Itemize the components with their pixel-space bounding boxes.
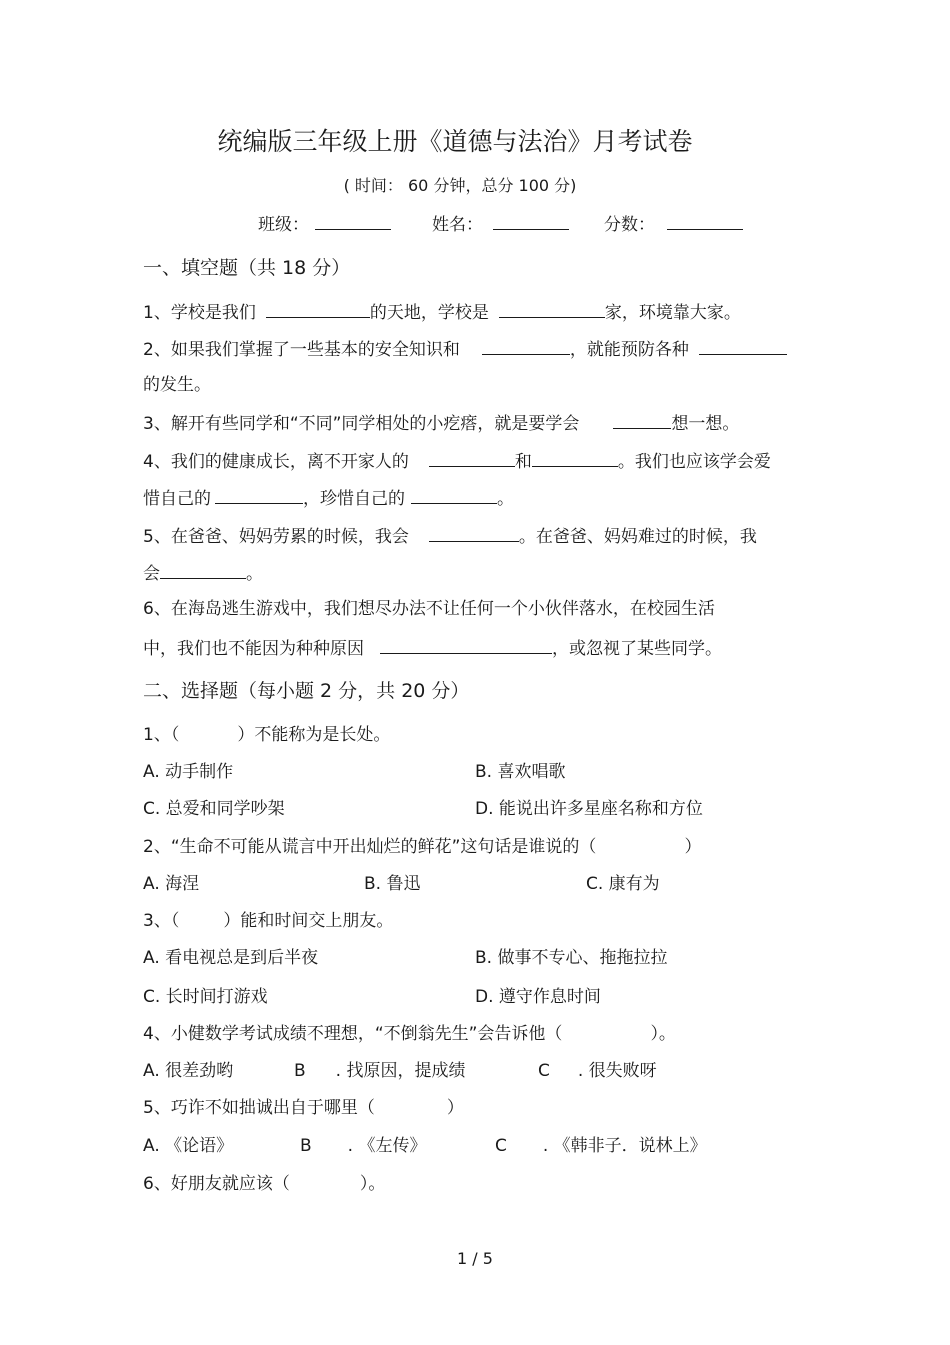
s2-q4-option-b-text: . 找原因，提成绩: [335, 1061, 466, 1081]
s1-q1-text: 1、学校是我们: [143, 303, 256, 323]
s2-q5-option-a[interactable]: A. 《论语》: [143, 1136, 234, 1156]
s2-q2-stem: [143, 836, 701, 858]
s1-q3: [143, 411, 739, 435]
page-number: 1 / 5: [457, 1249, 493, 1268]
s2-q5-option-b-letter: B: [300, 1136, 312, 1156]
s2-q1-option-a[interactable]: A. 动手制作: [143, 762, 234, 782]
s1-q6-text2: ，或忽视了某些同学。: [552, 639, 722, 659]
s2-q3-stem: [143, 910, 393, 932]
s2-q4-stem: [143, 1023, 676, 1045]
s1-q6-line2: [143, 636, 722, 660]
s1-q1-blank2[interactable]: [499, 300, 605, 318]
s2-q5-option-c[interactable]: [495, 1135, 707, 1157]
class-blank[interactable]: [315, 212, 391, 230]
class-label: 班级：: [258, 215, 309, 235]
s1-q2-text: 2、如果我们掌握了一些基本的安全知识和: [143, 340, 460, 360]
s2-q5-option-b[interactable]: [300, 1135, 426, 1157]
s2-q2-option-b[interactable]: B. 鲁迅: [364, 874, 421, 894]
s1-q5-line2: [143, 561, 263, 585]
s2-q3-option-d[interactable]: D. 遵守作息时间: [475, 987, 601, 1007]
s2-q5-stem: [143, 1097, 464, 1119]
s2-q5-stem-a: 5、巧诈不如拙诚出自于哪里（: [143, 1098, 375, 1118]
class-field[interactable]: [258, 212, 391, 236]
s2-q2-stem-b: ）: [684, 837, 702, 857]
s2-q6-stem: [143, 1173, 385, 1195]
s1-q2-blank1[interactable]: [482, 337, 570, 355]
s2-q1-option-c[interactable]: C. 总爱和同学吵架: [143, 799, 285, 819]
s1-q4-text: 4、我们的健康成长，离不开家人的: [143, 452, 409, 472]
s1-q4-line1: [143, 449, 771, 473]
s1-q5-text2: 。在爸爸、妈妈难过的时候，我: [518, 527, 757, 547]
s1-q6-text: 中，我们也不能因为种种原因: [143, 639, 364, 659]
s1-q1-text2: 的天地，学校是: [369, 303, 489, 323]
s2-q5-option-b-text: . 《左传》: [347, 1136, 427, 1156]
name-blank[interactable]: [493, 212, 569, 230]
s1-q6-line1: 6、在海岛逃生游戏中，我们想尽办法不让任何一个小伙伴落水，在校园生活: [143, 599, 715, 619]
s2-q4-option-c[interactable]: [538, 1060, 657, 1082]
s2-q3-stem-a: 3、（: [143, 911, 180, 931]
s1-q5-text: 5、在爸爸、妈妈劳累的时候，我会: [143, 527, 409, 547]
s2-q4-option-a[interactable]: A. 很差劲哟: [143, 1061, 234, 1081]
s2-q2-option-a[interactable]: A. 海涅: [143, 874, 200, 894]
s2-q4-option-b-letter: B: [294, 1061, 306, 1081]
s1-q4-blank3[interactable]: [215, 486, 303, 504]
s1-q5-blank2[interactable]: [160, 561, 246, 579]
s2-q4-option-c-letter: C: [538, 1061, 550, 1081]
s1-q3-text2: 想一想。: [671, 414, 740, 434]
s1-q4-text6: 。: [497, 489, 514, 509]
score-blank[interactable]: [667, 212, 743, 230]
s2-q6-stem-a: 6、好朋友就应该（: [143, 1174, 290, 1194]
s1-q2-blank2[interactable]: [699, 337, 787, 355]
s1-q1-blank1[interactable]: [266, 300, 370, 318]
s1-q1-text3: 家，环境靠大家。: [604, 303, 741, 323]
s2-q4-option-c-text: . 很失败呀: [577, 1061, 657, 1081]
s2-q5-option-c-letter: C: [495, 1136, 507, 1156]
s2-q1-option-b[interactable]: B. 喜欢唱歌: [475, 762, 566, 782]
s2-q5-option-c-text: . 《韩非子．说林上》: [542, 1136, 707, 1156]
s2-q3-stem-b: ）能和时间交上朋友。: [223, 911, 394, 931]
s1-q1: [143, 300, 741, 324]
s2-q1-stem: [143, 724, 390, 746]
score-label: 分数：: [604, 215, 655, 235]
s1-q5-text3: 会: [143, 564, 160, 584]
s2-q3-option-a[interactable]: A. 看电视总是到后半夜: [143, 948, 319, 968]
exam-subtitle: ( 时间： 60 分钟，总分 100 分): [343, 176, 577, 195]
s2-q1-stem-a: 1、（: [143, 725, 180, 745]
s1-q3-blank1[interactable]: [613, 411, 671, 429]
s1-q4-blank1[interactable]: [429, 449, 515, 467]
section1-heading: 一、填空题（共 18 分）: [143, 257, 351, 279]
s1-q6-blank1[interactable]: [380, 636, 552, 654]
s2-q2-option-c[interactable]: C. 康有为: [586, 874, 660, 894]
section2-heading: 二、选择题（每小题 2 分，共 20 分）: [143, 680, 470, 702]
s1-q4-blank2[interactable]: [532, 449, 618, 467]
s2-q2-stem-a: 2、“生命不可能从谎言中开出灿烂的鲜花”这句话是谁说的（: [143, 837, 597, 857]
name-field[interactable]: [432, 212, 569, 236]
s2-q6-stem-b: ）。: [359, 1174, 386, 1194]
s1-q3-text: 3、解开有些同学和“不同”同学相处的小疙瘩，就是要学会: [143, 414, 580, 434]
s1-q4-text3: 。我们也应该学会爱: [617, 452, 771, 472]
s2-q3-option-b[interactable]: B. 做事不专心、拖拖拉拉: [475, 948, 668, 968]
s1-q5-text4: 。: [246, 564, 263, 584]
s2-q1-option-d[interactable]: D. 能说出许多星座名称和方位: [475, 799, 703, 819]
s1-q4-line2: [143, 486, 514, 510]
s2-q1-stem-b: ）不能称为是长处。: [237, 725, 391, 745]
s1-q5-line1: [143, 524, 757, 548]
s1-q2-line2: 的发生。: [143, 375, 211, 395]
s2-q5-stem-b: ）: [446, 1098, 464, 1118]
s1-q5-blank1[interactable]: [429, 524, 519, 542]
s1-q4-blank4[interactable]: [411, 486, 497, 504]
s1-q4-text5: ，珍惜自己的: [303, 489, 405, 509]
score-field[interactable]: [604, 212, 743, 236]
name-label: 姓名：: [432, 215, 483, 235]
s2-q4-stem-a: 4、小健数学考试成绩不理想，“不倒翁先生”会告诉他（: [143, 1024, 563, 1044]
s2-q4-stem-b: ）。: [650, 1024, 676, 1044]
s1-q2-text2: ，就能预防各种: [569, 340, 689, 360]
s2-q4-option-b[interactable]: [294, 1060, 465, 1082]
s1-q4-text4: 惜自己的: [143, 489, 211, 509]
exam-title: 统编版三年级上册《道德与法治》月考试卷: [217, 127, 693, 156]
s1-q4-text2: 和: [514, 452, 532, 472]
s2-q3-option-c[interactable]: C. 长时间打游戏: [143, 987, 268, 1007]
s1-q2-line1: [143, 337, 787, 361]
